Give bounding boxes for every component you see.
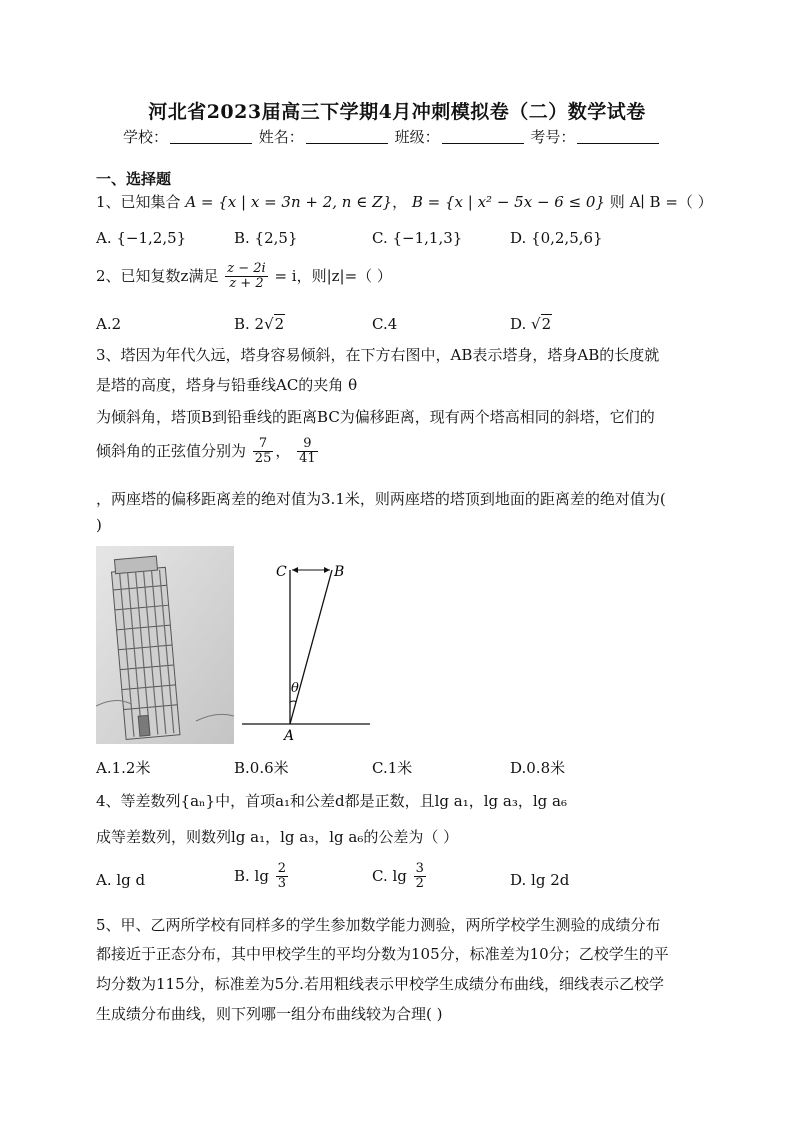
- school-blank[interactable]: [170, 129, 252, 144]
- q4-line-1: 4、等差数列{aₙ}中，首项a₁和公差d都是正数，且lg a₁，lg a₃，lg a₆: [96, 792, 567, 810]
- student-info-row: [123, 126, 661, 147]
- q2-option-d-radicand: 2: [541, 315, 552, 333]
- q3-option-b[interactable]: B.0.6米: [234, 759, 289, 777]
- q5-line-1: 5、甲、乙两所学校有同样多的学生参加数学能力测验，两所学校学生测验的成绩分布: [96, 916, 661, 934]
- q3-fraction-1: [253, 437, 274, 467]
- number-blank[interactable]: [577, 129, 659, 144]
- q4-option-a[interactable]: A. lg d: [96, 871, 146, 889]
- class-blank[interactable]: [442, 129, 524, 144]
- q2-option-d-prefix: D.: [510, 315, 532, 333]
- label-c: C: [276, 564, 287, 580]
- q1-separator: ，: [392, 193, 408, 211]
- q2-suffix: = i，则|z|=（ ）: [274, 266, 392, 285]
- q3-line-5: ，两座塔的偏移距离差的绝对值为3.1米，则两座塔的塔顶到地面的距离差的绝对值为(: [96, 490, 666, 508]
- q3-line-1: 3、塔因为年代久远，塔身容易倾斜，在下方右图中，AB表示塔身，塔身AB的长度就: [96, 346, 660, 364]
- question-1-stem: [96, 191, 713, 212]
- q2-option-c[interactable]: C.4: [372, 315, 398, 333]
- q4-option-b-numerator: 2: [277, 861, 287, 876]
- school-label: 学校：: [123, 128, 169, 146]
- arrow-left-icon: [292, 567, 298, 573]
- label-a: A: [284, 728, 295, 742]
- q5-line-4: 生成绩分布曲线，则下列哪一组分布曲线较为合理( ): [96, 1005, 443, 1023]
- label-theta: θ: [291, 681, 299, 696]
- q3-sine-intro: 倾斜角的正弦值分别为: [96, 441, 247, 460]
- name-blank[interactable]: [306, 129, 388, 144]
- q3-frac2-numerator: 9: [297, 437, 318, 452]
- q4-line-2: 成等差数列，则数列lg a₁，lg a₃，lg a₆的公差为（ ）: [96, 828, 459, 846]
- arrow-right-icon: [324, 567, 330, 573]
- q3-line-6: ): [96, 516, 102, 534]
- q1-option-a[interactable]: A. {−1,2,5}: [96, 229, 187, 247]
- q4-option-b-lg: B. lg: [234, 866, 269, 885]
- q3-frac2-denominator: 41: [299, 451, 316, 467]
- q4-option-c-lg: C. lg: [372, 866, 407, 885]
- q1-option-b[interactable]: B. {2,5}: [234, 229, 298, 247]
- q2-option-a[interactable]: A.2: [96, 315, 122, 333]
- q5-line-3: 均分数为115分，标准差为5分.若用粗线表示甲校学生成绩分布曲线，细线表示乙校学: [96, 975, 664, 993]
- q4-option-c-fraction: [414, 862, 426, 892]
- page-title: 河北省2023届高三下学期4月冲刺模拟卷（二）数学试卷: [148, 101, 646, 123]
- question-2-stem: [96, 262, 392, 292]
- leaning-tower-photo: [96, 546, 234, 744]
- q1-prefix: 1、已知集合: [96, 193, 181, 211]
- q1-set-b: B = {x | x² − 5x − 6 ≤ 0}: [411, 193, 606, 211]
- q1-suffix: 则 A∣ B =（ ）: [609, 193, 713, 211]
- q4-option-c-denominator: 2: [415, 876, 424, 892]
- q2-option-d[interactable]: [510, 315, 552, 333]
- q1-option-d[interactable]: D. {0,2,5,6}: [510, 229, 603, 247]
- q3-frac1-numerator: 7: [253, 437, 274, 452]
- number-label: 考号：: [530, 128, 576, 146]
- q2-option-b[interactable]: [234, 315, 285, 333]
- q3-line-3: 为倾斜角，塔顶B到铅垂线的距离BC为偏移距离，现有两个塔高相同的斜塔，它们的: [96, 408, 655, 426]
- class-label: 班级：: [394, 128, 440, 146]
- q3-option-a[interactable]: A.1.2米: [96, 759, 151, 777]
- section-heading: 一、选择题: [96, 170, 172, 188]
- q5-line-2: 都接近于正态分布，其中甲校学生的平均分数为105分，标准差为10分；乙校学生的平: [96, 945, 669, 963]
- q3-line-2: 是塔的高度，塔身与铅垂线AC的夹角 θ: [96, 376, 358, 394]
- q4-option-b[interactable]: [234, 862, 290, 892]
- q4-option-c-numerator: 3: [415, 861, 424, 876]
- q2-fraction: [225, 262, 267, 292]
- tower-line-ab: [290, 570, 332, 724]
- sqrt-symbol: √: [264, 315, 274, 333]
- q4-option-c[interactable]: [372, 862, 428, 892]
- q2-option-b-coef: B. 2: [234, 315, 265, 333]
- q2-prefix: 2、已知复数z满足: [96, 266, 219, 285]
- q3-option-c[interactable]: C.1米: [372, 759, 413, 777]
- angle-arc: [290, 701, 296, 702]
- q2-frac-denominator: z + 2: [229, 276, 264, 292]
- q3-frac1-denominator: 25: [254, 451, 272, 467]
- q1-set-a: A = {x | x = 3n + 2, n ∈ Z}: [185, 193, 393, 211]
- q3-option-d[interactable]: D.0.8米: [510, 759, 566, 777]
- sqrt-symbol: √: [531, 315, 541, 333]
- q1-option-c[interactable]: C. {−1,1,3}: [372, 229, 463, 247]
- q3-fraction-2: [297, 437, 318, 467]
- q4-option-b-denominator: 3: [277, 876, 287, 892]
- label-b: B: [334, 564, 345, 580]
- q4-option-b-fraction: [276, 862, 288, 892]
- q2-frac-numerator: z − 2i: [227, 261, 266, 276]
- tilt-diagram: [234, 552, 374, 742]
- q4-option-d[interactable]: D. lg 2d: [510, 871, 570, 889]
- q3-line-4: 倾斜角的正弦值分别为 $\frac{7}{25}$ ， $\frac{9}{41}$: [96, 436, 316, 467]
- name-label: 姓名：: [258, 128, 304, 146]
- q2-option-b-radicand: 2: [274, 315, 285, 333]
